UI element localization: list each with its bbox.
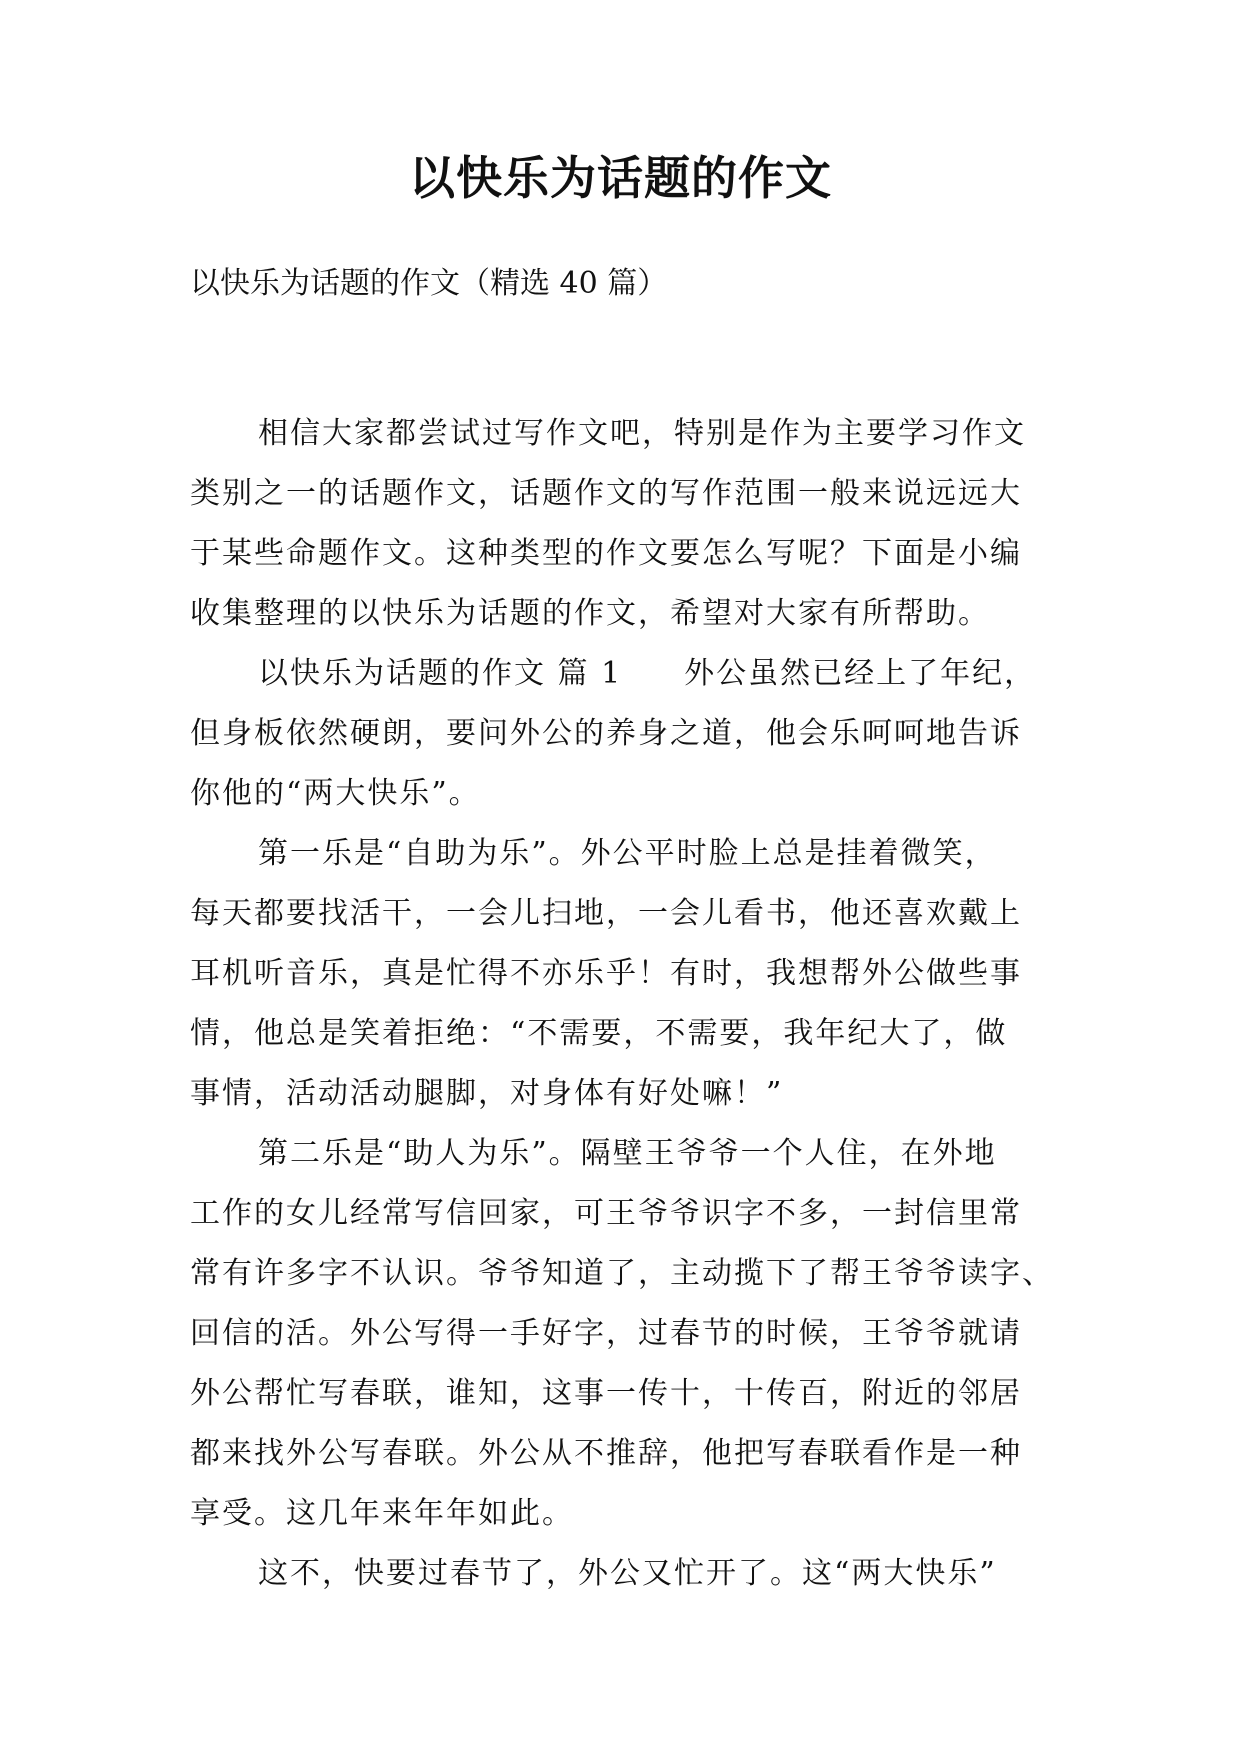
paragraph-line: 于某些命题作文。这种类型的作文要怎么写呢？下面是小编 (190, 536, 1022, 571)
paragraph-line: 事情，活动活动腿脚，对身体有好处嘛！” (190, 1076, 784, 1111)
paragraph-line: 耳机听音乐，真是忙得不亦乐乎！有时，我想帮外公做些事 (190, 956, 1022, 991)
document-body (190, 404, 1054, 1604)
paragraph-line: 每天都要找活干，一会儿扫地，一会儿看书，他还喜欢戴上 (190, 896, 1022, 931)
paragraph-line: 类别之一的话题作文，话题作文的写作范围一般来说远远大 (190, 476, 1022, 511)
section-heading-line (190, 644, 1050, 704)
document-subtitle: 以快乐为话题的作文（精选 40 篇） (190, 266, 668, 301)
paragraph-line: 情，他总是笑着拒绝：“不需要，不需要，我年纪大了，做 (190, 1016, 1008, 1051)
paragraph-line: 第二乐是“助人为乐”。隔壁王爷爷一个人住，在外地 (258, 1136, 997, 1171)
paragraph-line: 享受。这几年来年年如此。 (190, 1496, 574, 1531)
paragraph-line: 常有许多字不认识。爷爷知道了，主动揽下了帮王爷爷读字、 (190, 1256, 1054, 1291)
paragraph-line: 回信的活。外公写得一手好字，过春节的时候，王爷爷就请 (190, 1316, 1022, 1351)
paragraph-line: 这不，快要过春节了，外公又忙开了。这“两大快乐” (258, 1556, 997, 1591)
paragraph-line: 但身板依然硬朗，要问外公的养身之道，他会乐呵呵地告诉 (190, 716, 1022, 751)
paragraph-line: 你他的“两大快乐”。 (190, 776, 481, 811)
paragraph-text: 外公虽然已经上了年纪， (684, 656, 1037, 691)
paragraph-line: 相信大家都尝试过写作文吧，特别是作为主要学习作文 (258, 416, 1026, 451)
document-title: 以快乐为话题的作文 (409, 151, 832, 205)
paragraph-line: 外公帮忙写春联，谁知，这事一传十，十传百，附近的邻居 (190, 1376, 1022, 1411)
paragraph-line: 第一乐是“自助为乐”。外公平时脸上总是挂着微笑， (258, 836, 997, 871)
paragraph-line: 工作的女儿经常写信回家，可王爷爷识字不多，一封信里常 (190, 1196, 1022, 1231)
paragraph-line: 收集整理的以快乐为话题的作文，希望对大家有所帮助。 (190, 596, 990, 631)
section-heading: 以快乐为话题的作文 篇 1 (258, 656, 623, 691)
paragraph-line: 都来找外公写春联。外公从不推辞，他把写春联看作是一种 (190, 1436, 1022, 1471)
